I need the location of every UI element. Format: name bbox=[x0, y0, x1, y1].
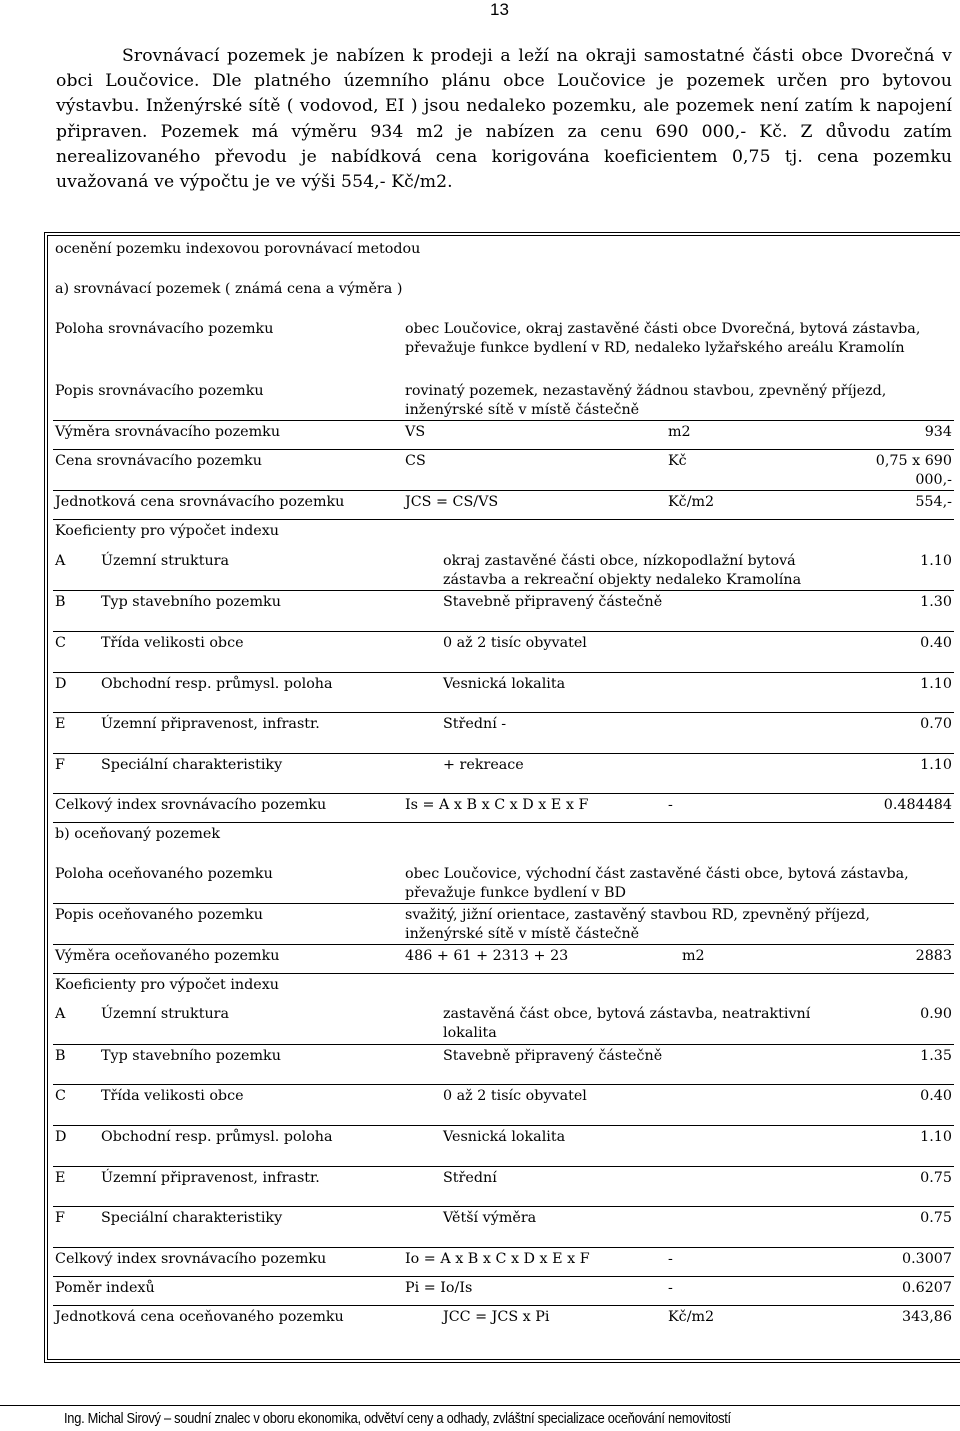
coef-letter: A bbox=[53, 550, 99, 591]
section-b-row bbox=[53, 823, 954, 863]
table-title-row bbox=[53, 238, 954, 278]
coef-letter: F bbox=[53, 1206, 99, 1247]
b-vymera-unit: m2 bbox=[666, 944, 821, 973]
b-coef-row bbox=[53, 1206, 954, 1247]
b-coef-row bbox=[53, 1003, 954, 1044]
coef-desc: 0 až 2 tisíc obyvatel bbox=[441, 1084, 821, 1125]
coef-value: 0.40 bbox=[821, 632, 954, 673]
a-total-formula: Is = A x B x C x D x E x F bbox=[403, 794, 666, 823]
a-coef-row bbox=[53, 754, 954, 794]
coef-value: 1.10 bbox=[821, 1125, 954, 1166]
intro-paragraph bbox=[56, 44, 952, 195]
coef-letter: B bbox=[53, 591, 99, 632]
a-jednotkova-row bbox=[53, 491, 954, 520]
a-jednotkova-value: 554,- bbox=[821, 491, 954, 520]
a-coef-heading-row bbox=[53, 520, 954, 550]
final-label: Jednotková cena oceňovaného pozemku bbox=[55, 1308, 344, 1325]
coef-value: 0.90 bbox=[821, 1003, 954, 1044]
coef-letter: C bbox=[53, 1084, 99, 1125]
a-total-row bbox=[53, 794, 954, 823]
a-vymera-value: 934 bbox=[821, 421, 954, 450]
a-total-value: 0.484484 bbox=[821, 794, 954, 823]
final-row bbox=[53, 1305, 954, 1334]
b-coef-row bbox=[53, 1044, 954, 1084]
a-vymera-symbol: VS bbox=[403, 421, 666, 450]
a-poloha-row bbox=[53, 318, 954, 380]
a-vymera-row bbox=[53, 421, 954, 450]
a-cena-row bbox=[53, 450, 954, 491]
section-a-heading: a) srovnávací pozemek ( známá cena a výměra ) bbox=[55, 281, 403, 297]
ratio-value: 0.6207 bbox=[821, 1276, 954, 1305]
coef-desc: Stavebně připravený částečně bbox=[441, 591, 821, 632]
b-total-dash: - bbox=[666, 1247, 821, 1276]
coef-value: 0.40 bbox=[821, 1084, 954, 1125]
a-cena-value: 0,75 x 690 000,- bbox=[821, 450, 954, 491]
coef-desc: Vesnická lokalita bbox=[441, 1125, 821, 1166]
coef-desc: okraj zastavěné části obce, nízkopodlažní bytová zástavba a rekreační objekty nedaleko Kramolína bbox=[441, 550, 821, 591]
ratio-row bbox=[53, 1276, 954, 1305]
coef-letter: F bbox=[53, 754, 99, 794]
coef-desc: 0 až 2 tisíc obyvatel bbox=[441, 632, 821, 673]
coef-name: Územní připravenost, infrastr. bbox=[99, 1166, 441, 1206]
coef-desc: Střední - bbox=[441, 713, 821, 754]
a-jednotkova-label: Jednotková cena srovnávacího pozemku bbox=[53, 491, 403, 520]
ratio-dash: - bbox=[666, 1276, 821, 1305]
ratio-formula: Pi = Io/Is bbox=[403, 1276, 666, 1305]
b-total-label: Celkový index srovnávacího pozemku bbox=[53, 1247, 403, 1276]
b-vymera-symbol: 486 + 61 + 2313 + 23 bbox=[403, 944, 666, 973]
table-title: ocenění pozemku indexovou porovnávací metodou bbox=[55, 241, 421, 257]
section-a-row bbox=[53, 278, 954, 318]
a-cena-label: Cena srovnávacího pozemku bbox=[53, 450, 403, 491]
b-coef-row bbox=[53, 1125, 954, 1166]
coef-name: Typ stavebního pozemku bbox=[99, 591, 441, 632]
b-vymera-label: Výměra oceňovaného pozemku bbox=[53, 944, 403, 973]
coef-name: Třída velikosti obce bbox=[99, 632, 441, 673]
page-footer: Ing. Michal Sirový – soudní znalec v oboru ekonomika, odvětví ceny a odhady, zvláštní specializace oceňování nemovitostí bbox=[64, 1411, 731, 1427]
a-popis-row bbox=[53, 380, 954, 421]
page-number: 13 bbox=[490, 0, 509, 19]
a-cena-symbol: CS bbox=[403, 450, 666, 491]
a-coef-row bbox=[53, 550, 954, 591]
b-popis-label: Popis oceňovaného pozemku bbox=[53, 903, 403, 944]
b-popis-value: svažitý, jižní orientace, zastavěný stavbou RD, zpevněný příjezd, inženýrské sítě v místě částečně bbox=[403, 903, 954, 944]
coef-value: 1.35 bbox=[821, 1044, 954, 1084]
a-coef-heading: Koeficienty pro výpočet indexu bbox=[55, 523, 279, 539]
a-coef-row bbox=[53, 591, 954, 632]
b-coef-heading-row bbox=[53, 973, 954, 1003]
final-formula: JCC = JCS x Pi bbox=[443, 1308, 550, 1325]
b-poloha-label: Poloha oceňovaného pozemku bbox=[53, 863, 403, 904]
coef-desc: Stavebně připravený částečně bbox=[441, 1044, 821, 1084]
coef-name: Speciální charakteristiky bbox=[99, 1206, 441, 1247]
b-poloha-value: obec Loučovice, východní část zastavěné části obce, bytová zástavba, převažuje funkce bydlení v BD bbox=[403, 863, 954, 904]
a-jednotkova-unit: Kč/m2 bbox=[666, 491, 821, 520]
coef-name: Územní struktura bbox=[99, 1003, 441, 1044]
coef-desc: Vesnická lokalita bbox=[441, 673, 821, 713]
a-coef-row bbox=[53, 673, 954, 713]
coef-name: Územní struktura bbox=[99, 550, 441, 591]
b-vymera-value: 2883 bbox=[821, 944, 954, 973]
coef-value: 1.10 bbox=[821, 550, 954, 591]
a-vymera-unit: m2 bbox=[666, 421, 821, 450]
b-coef-row bbox=[53, 1084, 954, 1125]
coef-desc: Střední bbox=[441, 1166, 821, 1206]
a-poloha-label: Poloha srovnávacího pozemku bbox=[55, 321, 274, 337]
a-coef-row bbox=[53, 632, 954, 673]
coef-value: 0.75 bbox=[821, 1166, 954, 1206]
b-poloha-row bbox=[53, 863, 954, 904]
valuation-table bbox=[53, 238, 954, 1334]
coef-letter: E bbox=[53, 1166, 99, 1206]
intro-text: Srovnávací pozemek je nabízen k prodeji a leží na okraji samostatné části obce Dvorečná v obci Loučovice. Dle platného územního plánu obce Loučovice je pozemek určen pro bytovou výstavbu. Inženýrské sítě ( vodovod, EI ) jsou nedaleko pozemku, ale pozemek není zatím k napojení připraven. Pozemek má výměru 934 m2 je nabízen za cenu 690 000,- Kč. Z důvodu zatím nerealizovaného převodu je nabídková cena korigována koeficientem 0,75 tj. cena pozemku uvažovaná ve výpočtu je ve výši 554,- Kč/m2. bbox=[56, 46, 952, 193]
coef-letter: C bbox=[53, 632, 99, 673]
coef-letter: B bbox=[53, 1044, 99, 1084]
coef-letter: D bbox=[53, 673, 99, 713]
footer-divider bbox=[0, 1405, 960, 1406]
b-total-formula: Io = A x B x C x D x E x F bbox=[403, 1247, 666, 1276]
a-cena-unit: Kč bbox=[666, 450, 821, 491]
coef-value: 0.70 bbox=[821, 713, 954, 754]
coef-name: Obchodní resp. průmysl. poloha bbox=[99, 1125, 441, 1166]
coef-desc: Větší výměra bbox=[441, 1206, 821, 1247]
a-total-label: Celkový index srovnávacího pozemku bbox=[53, 794, 403, 823]
b-total-row bbox=[53, 1247, 954, 1276]
coef-value: 1.10 bbox=[821, 754, 954, 794]
coef-name: Třída velikosti obce bbox=[99, 1084, 441, 1125]
a-vymera-label: Výměra srovnávacího pozemku bbox=[53, 421, 403, 450]
coef-name: Typ stavebního pozemku bbox=[99, 1044, 441, 1084]
b-vymera-row bbox=[53, 944, 954, 973]
coef-name: Územní připravenost, infrastr. bbox=[99, 713, 441, 754]
section-b-heading: b) oceňovaný pozemek bbox=[55, 826, 221, 842]
a-popis-label: Popis srovnávacího pozemku bbox=[53, 380, 403, 421]
a-coef-row bbox=[53, 713, 954, 754]
a-total-dash: - bbox=[666, 794, 821, 823]
b-popis-row bbox=[53, 903, 954, 944]
ratio-label: Poměr indexů bbox=[53, 1276, 403, 1305]
coef-value: 1.30 bbox=[821, 591, 954, 632]
a-jednotkova-symbol: JCS = CS/VS bbox=[403, 491, 666, 520]
a-poloha-value: obec Loučovice, okraj zastavěné části obce Dvorečná, bytová zástavba, převažuje funkce bydlení v RD, nedaleko lyžařského areálu Kramolín bbox=[405, 321, 921, 356]
coef-letter: E bbox=[53, 713, 99, 754]
b-coef-row bbox=[53, 1166, 954, 1206]
coef-desc: + rekreace bbox=[441, 754, 821, 794]
coef-value: 1.10 bbox=[821, 673, 954, 713]
coef-name: Speciální charakteristiky bbox=[99, 754, 441, 794]
final-value: 343,86 bbox=[901, 1308, 952, 1325]
coef-letter: D bbox=[53, 1125, 99, 1166]
a-popis-value: rovinatý pozemek, nezastavěný žádnou stavbou, zpevněný příjezd, inženýrské sítě v místě částečně bbox=[403, 380, 954, 421]
coef-value: 0.75 bbox=[821, 1206, 954, 1247]
b-total-value: 0.3007 bbox=[821, 1247, 954, 1276]
coef-name: Obchodní resp. průmysl. poloha bbox=[99, 673, 441, 713]
final-unit: Kč/m2 bbox=[668, 1308, 715, 1325]
b-coef-heading: Koeficienty pro výpočet indexu bbox=[55, 976, 279, 993]
coef-desc: zastavěná část obce, bytová zástavba, neatraktivní lokalita bbox=[441, 1003, 821, 1044]
coef-letter: A bbox=[53, 1003, 99, 1044]
